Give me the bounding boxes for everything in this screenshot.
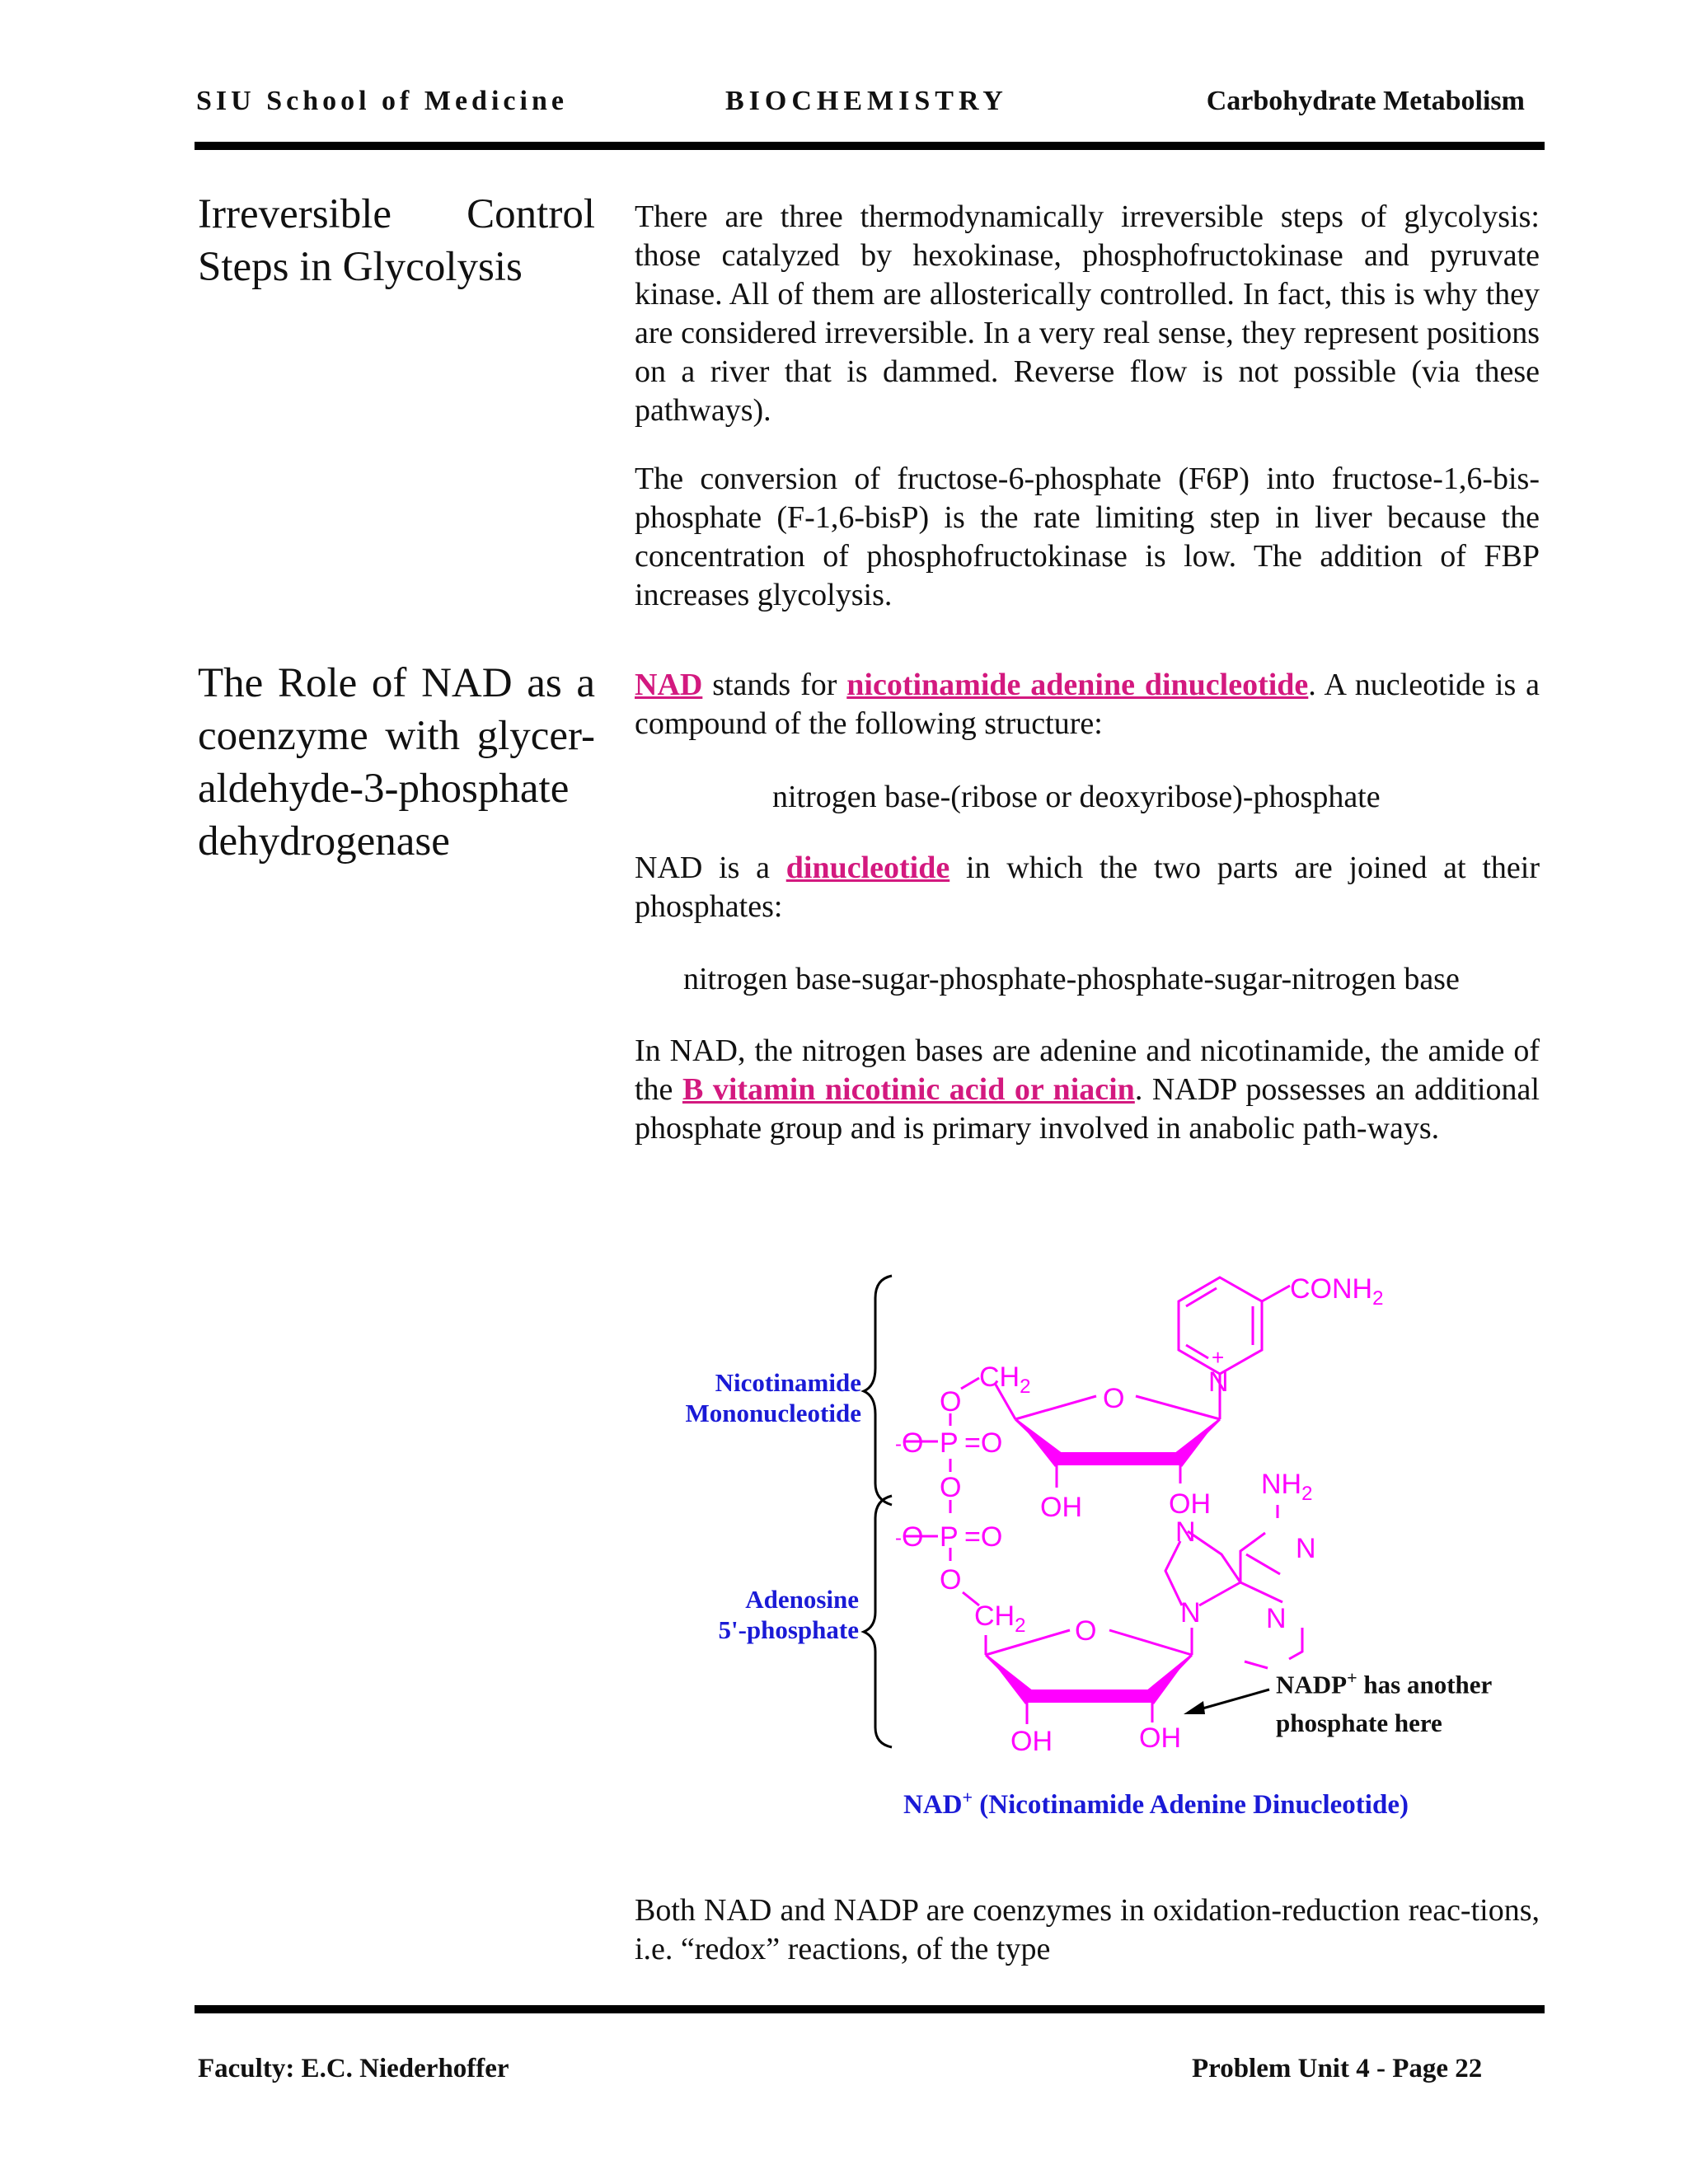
atom-oh-bottom-2: OH <box>1139 1722 1181 1754</box>
brace-bottom <box>864 1496 892 1747</box>
text: NAD is a <box>635 851 786 885</box>
redox-text: Both NAD and NADP are coenzymes in oxidation-reduction reac-tions, i.e. “redox” reactions, of the type <box>635 1893 1540 1966</box>
charge-minus-top: - <box>895 1433 902 1455</box>
text: In NAD, the nitrogen bases are adenine and nicotinamide, the amide of the <box>635 1033 1540 1107</box>
ribose-bottom-wedge-right <box>1146 1655 1190 1704</box>
text: stands for <box>702 668 847 702</box>
section-heading-nad-role: The Role of NAD as a coenzyme with glycer-aldehyde-3-phosphate dehydrogenase <box>198 660 595 865</box>
atom-p-top: P <box>940 1427 959 1459</box>
link-nicotinamide-adenine-dinucleotide[interactable]: nicotinamide adenine dinucleotide <box>846 668 1309 702</box>
atom-o-bridge: O <box>940 1472 962 1503</box>
atom-p-bottom: P <box>940 1521 959 1553</box>
ribose-top-bold <box>1057 1452 1180 1465</box>
caption-nad: NAD <box>903 1790 963 1820</box>
footer-rule <box>195 2005 1545 2013</box>
atom-eq-o-bottom: =O <box>964 1521 1003 1553</box>
nucleotide-formula: nitrogen base-(ribose or deoxyribose)-phosphate <box>772 780 1381 814</box>
charge-plus: + <box>1212 1345 1225 1370</box>
atom-o-ester-top: O <box>940 1386 962 1418</box>
link-dinucleotide[interactable]: dinucleotide <box>785 851 950 885</box>
atom-o-anion-top: O <box>902 1427 924 1459</box>
dinucleotide-formula: nitrogen base-sugar-phosphate-phosphate-sugar-nitrogen base <box>683 962 1460 996</box>
ribose-top-wedge-left <box>1017 1419 1063 1467</box>
atom-o-anion-bottom: O <box>902 1521 924 1553</box>
atom-oh-bottom-3: OH <box>1010 1726 1053 1757</box>
note-text: has another <box>1357 1670 1493 1699</box>
atom-oh-top-2: OH <box>1169 1488 1211 1520</box>
caption-sup: + <box>962 1787 973 1807</box>
label-line: 5'-phosphate <box>718 1615 859 1644</box>
arrow-head <box>1184 1701 1205 1714</box>
atom-eq-o-top: =O <box>964 1427 1003 1459</box>
figure-caption <box>903 1787 1409 1821</box>
note-line <box>1276 1658 1492 1704</box>
footer-faculty: Faculty: E.C. Niederhoffer <box>198 2054 509 2083</box>
header-course: BIOCHEMISTRY <box>725 86 1008 116</box>
caption-text: (Nicotinamide Adenine Dinucleotide) <box>973 1790 1409 1820</box>
link-nad[interactable]: NAD <box>635 668 703 702</box>
header-school: SIU School of Medicine <box>196 86 568 116</box>
atom-conh2: $CONH_2$ <box>1290 1273 1384 1310</box>
atom-nh2: $NH_2$ <box>1261 1469 1313 1505</box>
atom-ch2-top: $CH_2$ <box>979 1361 1031 1398</box>
atom-n9: N <box>1180 1597 1201 1629</box>
brace-top <box>864 1276 892 1505</box>
text: . A nucleotide is a compound of the following structure: <box>635 668 1540 741</box>
note-sup: + <box>1347 1667 1357 1688</box>
paragraph-irreversible-steps: There are three thermodynamically irreversible steps of glycolysis: those catalyzed by hexokinase, phosphofructokinase and pyruvate kinase. All of them are allosterically controlled. In fact, this is why they are considered irreversible. In a very real sense, they represent positions on a river that is dammed. Reverse flow is not possible (via these pathways). <box>635 199 1540 428</box>
charge-minus-bottom: - <box>895 1527 902 1549</box>
label-line: Adenosine <box>745 1585 859 1614</box>
header-topic: Carbohydrate Metabolism <box>1206 86 1525 116</box>
atom-n-pyridinium: N <box>1208 1366 1229 1398</box>
atom-o-ester-bottom: O <box>940 1564 962 1596</box>
atom-o-ring-top: O <box>1103 1383 1125 1414</box>
ribose-bottom-bold <box>1027 1690 1152 1703</box>
atom-n3: N <box>1266 1603 1287 1634</box>
atom-n7: N <box>1175 1516 1196 1548</box>
link-niacin[interactable]: B vitamin nicotinic acid or niacin <box>682 1072 1135 1107</box>
redox-paragraph <box>635 1891 1540 1969</box>
footer-page: Problem Unit 4 - Page 22 <box>1192 2054 1483 2083</box>
text: in which the two parts are joined at their phosphates: <box>635 851 1540 924</box>
atom-ch2-bottom: $CH_2$ <box>974 1601 1026 1637</box>
nadp-note <box>1276 1658 1492 1742</box>
paragraph-rate-limiting: The conversion of fructose-6-phosphate (F6P) into fructose-1,6-bis-phosphate (F-1,6-bisP) is the rate limiting step in liver because the concentration of phosphofructokinase is low. The addition of FBP increases glycolysis. <box>635 462 1540 612</box>
ribose-bottom-wedge-left <box>987 1655 1034 1704</box>
note-line: phosphate here <box>1276 1708 1442 1738</box>
atom-o-ring-bottom: O <box>1075 1615 1097 1647</box>
section-heading-irreversible: Irreversible Control Steps in Glycolysis <box>198 191 595 290</box>
arrow-line <box>1197 1690 1269 1710</box>
ribose-top-wedge-right <box>1174 1419 1218 1467</box>
label-line: Nicotinamide <box>715 1368 861 1397</box>
label-line: Mononucleotide <box>685 1399 861 1427</box>
text: . NADP possesses an additional phosphate group and is primary involved in anabolic path-ways. <box>635 1072 1540 1146</box>
atom-n1: N <box>1296 1533 1316 1564</box>
atom-oh-top-3: OH <box>1040 1492 1082 1523</box>
note-nadp: NADP <box>1276 1670 1348 1699</box>
